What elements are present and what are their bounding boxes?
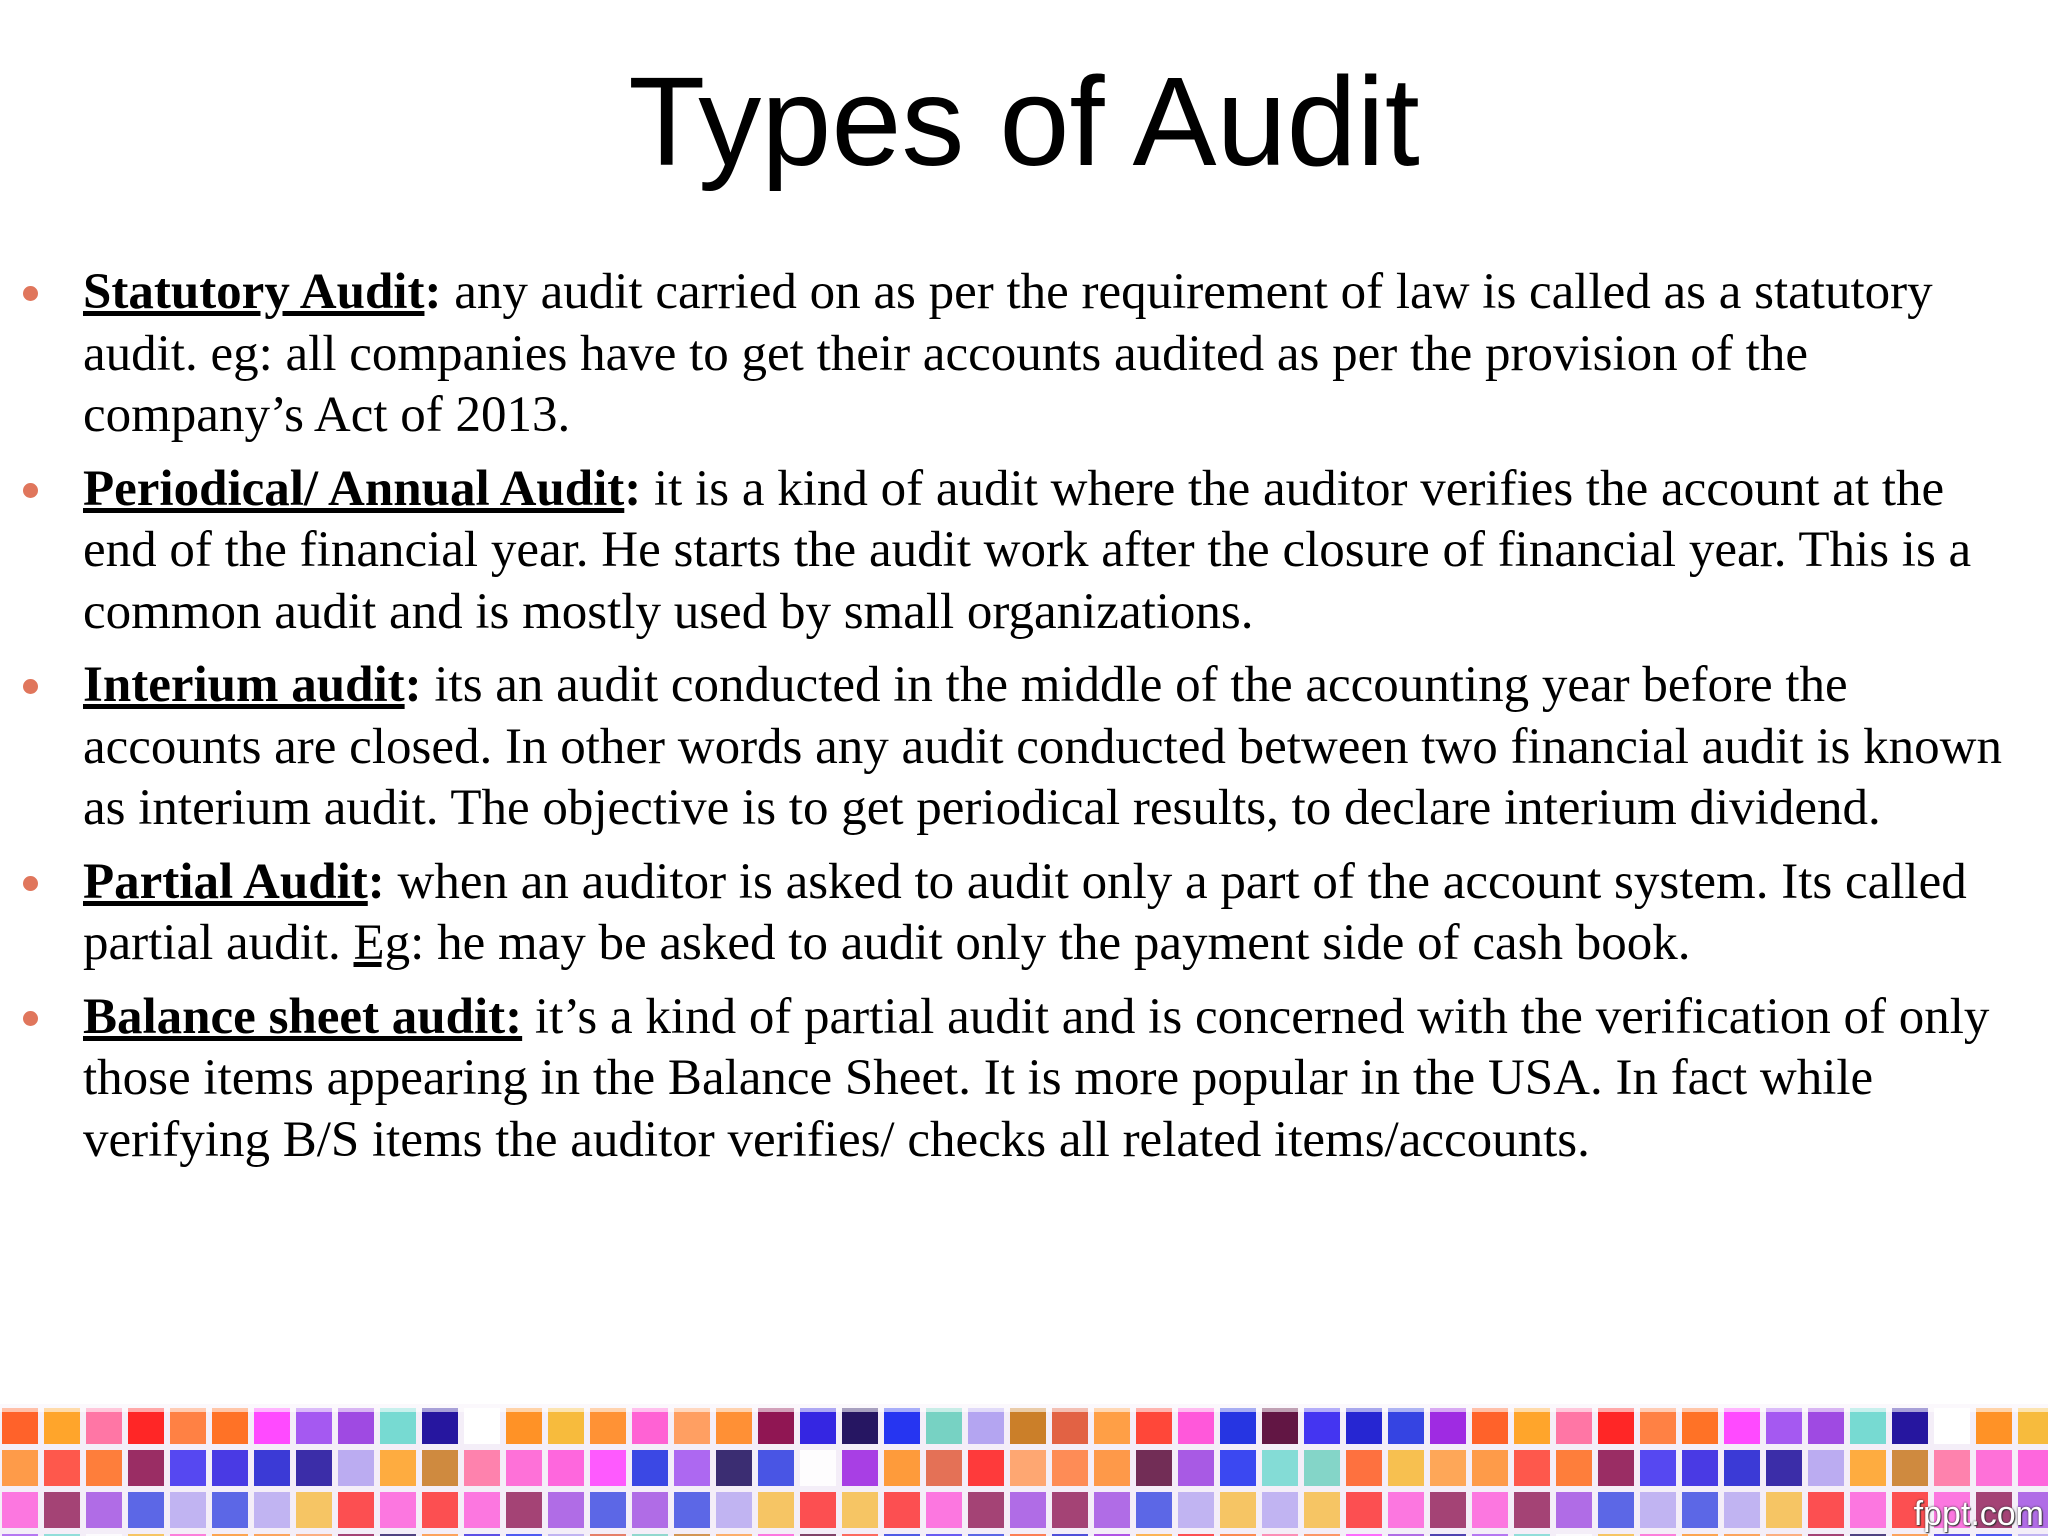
color-tile — [632, 1408, 668, 1444]
color-tile — [1304, 1492, 1340, 1528]
color-tile — [1388, 1492, 1424, 1528]
bullet-dot-icon — [23, 286, 38, 301]
bullet-item-statutory-audit — [83, 262, 2013, 447]
color-tile — [1052, 1408, 1088, 1444]
color-tile — [968, 1408, 1004, 1444]
color-tile — [2, 1492, 38, 1528]
color-tile — [212, 1450, 248, 1486]
color-tile — [1430, 1492, 1466, 1528]
color-tile — [212, 1492, 248, 1528]
color-tile — [716, 1450, 752, 1486]
color-tile — [842, 1450, 878, 1486]
bullet-list — [0, 262, 2048, 1183]
color-tile — [548, 1450, 584, 1486]
color-tile — [2018, 1408, 2048, 1444]
color-tile — [212, 1408, 248, 1444]
color-tile — [1472, 1408, 1508, 1444]
color-tile — [1766, 1408, 1802, 1444]
color-tile — [1934, 1450, 1970, 1486]
color-tile — [884, 1450, 920, 1486]
color-tile — [170, 1492, 206, 1528]
color-tile — [590, 1408, 626, 1444]
bullet-term-colon: : — [624, 460, 642, 517]
color-tile — [1766, 1450, 1802, 1486]
color-tile — [1514, 1492, 1550, 1528]
color-tile — [422, 1408, 458, 1444]
color-tile — [128, 1450, 164, 1486]
color-tile — [1724, 1450, 1760, 1486]
color-tile — [1178, 1450, 1214, 1486]
color-tile — [1976, 1408, 2012, 1444]
color-tile — [128, 1408, 164, 1444]
color-tile — [968, 1450, 1004, 1486]
bullet-text: it’s a kind of partial audit and is concerned with the verification of only those items appearing in the Balance Sheet. It is more popular in the USA. In fact while verifying B/S items the auditor verifies/ checks all related items/accounts. — [83, 988, 1990, 1168]
color-tile — [338, 1450, 374, 1486]
color-tile — [1724, 1408, 1760, 1444]
color-tile — [884, 1408, 920, 1444]
color-tile — [1430, 1450, 1466, 1486]
bullet-item-interium-audit — [83, 655, 2013, 840]
bullet-item-balance-sheet-audit — [83, 987, 2013, 1172]
color-tile — [1346, 1492, 1382, 1528]
color-tile — [842, 1408, 878, 1444]
color-tile — [1094, 1408, 1130, 1444]
bullet-term-colon: : — [424, 264, 442, 320]
color-tile — [1598, 1492, 1634, 1528]
color-tile — [86, 1492, 122, 1528]
color-tile — [1976, 1450, 2012, 1486]
color-tile — [1388, 1450, 1424, 1486]
color-tile — [338, 1408, 374, 1444]
color-tile — [1598, 1450, 1634, 1486]
color-tile — [632, 1450, 668, 1486]
color-tile — [548, 1492, 584, 1528]
bullet-term: Statutory Audit — [83, 264, 425, 320]
color-tile — [800, 1408, 836, 1444]
bullet-text-continued: : he may be asked to audit only the payment side of cash book. — [410, 915, 1691, 971]
footer-color-tiles — [0, 1404, 2048, 1536]
color-tile — [170, 1450, 206, 1486]
color-tile — [1766, 1492, 1802, 1528]
color-tile — [548, 1408, 584, 1444]
color-tile — [1388, 1408, 1424, 1444]
slide-title: Types of Audit — [628, 51, 1420, 192]
color-tile — [1220, 1492, 1256, 1528]
color-tile — [1346, 1408, 1382, 1444]
color-tile — [1010, 1492, 1046, 1528]
color-tile — [380, 1450, 416, 1486]
color-tile — [506, 1450, 542, 1486]
color-tile — [2, 1408, 38, 1444]
color-tile — [296, 1450, 332, 1486]
color-tile — [1640, 1492, 1676, 1528]
color-tile — [1220, 1450, 1256, 1486]
color-tile — [926, 1408, 962, 1444]
color-tile — [1304, 1408, 1340, 1444]
color-tile — [128, 1492, 164, 1528]
color-tile — [1640, 1450, 1676, 1486]
color-tile — [1850, 1408, 1886, 1444]
color-tile — [1598, 1408, 1634, 1444]
color-tile — [1808, 1408, 1844, 1444]
color-tile — [380, 1408, 416, 1444]
color-tile — [1136, 1408, 1172, 1444]
color-tile — [968, 1492, 1004, 1528]
color-tile — [380, 1492, 416, 1528]
color-tile — [44, 1450, 80, 1486]
color-tile — [1136, 1450, 1172, 1486]
color-tile — [1892, 1408, 1928, 1444]
bullet-dot-icon — [23, 1011, 38, 1026]
color-tile — [1682, 1492, 1718, 1528]
color-tile — [632, 1492, 668, 1528]
color-tile — [1262, 1408, 1298, 1444]
color-tile — [1262, 1450, 1298, 1486]
color-tile — [1808, 1492, 1844, 1528]
bullet-text: it is a kind of audit where the auditor verifies the account at the end of the financial year. He starts the audit work after the closure of financial year. This is a common audit and is mostly used by small organizations. — [83, 460, 1972, 640]
color-tile — [506, 1492, 542, 1528]
color-tile — [758, 1408, 794, 1444]
bullet-term: Periodical/ Annual Audit — [83, 460, 625, 517]
color-tile — [296, 1408, 332, 1444]
color-tile — [758, 1450, 794, 1486]
color-tile — [2018, 1450, 2048, 1486]
color-tile — [1556, 1492, 1592, 1528]
color-tile — [254, 1492, 290, 1528]
color-tile — [1052, 1450, 1088, 1486]
color-tile — [674, 1492, 710, 1528]
bullet-term: Balance sheet audit: — [83, 988, 523, 1045]
bullet-term-colon: : — [404, 657, 422, 713]
color-tile — [926, 1492, 962, 1528]
color-tile — [926, 1450, 962, 1486]
bullet-term-colon: : — [367, 853, 385, 910]
color-tile — [800, 1450, 836, 1486]
color-tile — [716, 1492, 752, 1528]
color-tile — [1850, 1450, 1886, 1486]
color-tile — [1430, 1408, 1466, 1444]
color-tile — [44, 1408, 80, 1444]
bullet-term: Partial Audit — [83, 853, 368, 910]
color-tile — [842, 1492, 878, 1528]
color-tile — [464, 1408, 500, 1444]
color-tile — [1178, 1408, 1214, 1444]
color-tile — [1178, 1492, 1214, 1528]
color-tile — [422, 1492, 458, 1528]
color-tile — [1850, 1492, 1886, 1528]
color-tile — [1892, 1450, 1928, 1486]
color-tile — [296, 1492, 332, 1528]
bullet-text: when an auditor is asked to audit only a part of the account system. Its called partial audit. — [83, 853, 1967, 971]
color-tile — [86, 1408, 122, 1444]
color-tile — [506, 1408, 542, 1444]
color-tile — [1304, 1450, 1340, 1486]
bullet-dot-icon — [23, 876, 38, 891]
color-tiles-graphic — [0, 1404, 2048, 1536]
color-tile — [1640, 1408, 1676, 1444]
color-tile — [758, 1492, 794, 1528]
bullet-text: any audit carried on as per the requirement of law is called as a statutory audit. eg: all companies have to get their accounts audited as per the provision of the company’s Act of 2013. — [83, 264, 1933, 443]
color-tile — [590, 1450, 626, 1486]
color-tile — [1262, 1492, 1298, 1528]
color-tile — [1094, 1492, 1130, 1528]
color-tile — [1514, 1450, 1550, 1486]
bullet-item-periodical-annual-audit — [83, 459, 2013, 644]
color-tile — [716, 1408, 752, 1444]
bullet-item-partial-audit — [83, 852, 2013, 975]
bullet-dot-icon — [23, 679, 38, 694]
color-tile — [1724, 1492, 1760, 1528]
bullet-underlined-abbrev: Eg — [353, 915, 411, 971]
color-tile — [254, 1408, 290, 1444]
color-tile — [884, 1492, 920, 1528]
color-tile — [464, 1492, 500, 1528]
color-tile — [1136, 1492, 1172, 1528]
color-tile — [422, 1450, 458, 1486]
color-tile — [590, 1492, 626, 1528]
bullet-dot-icon — [23, 483, 38, 498]
color-tile — [1472, 1450, 1508, 1486]
color-tile — [2, 1450, 38, 1486]
color-tile — [674, 1408, 710, 1444]
color-tile — [1556, 1408, 1592, 1444]
bullet-text: its an audit conducted in the middle of the accounting year before the accounts are closed. In other words any audit conducted between two financial audit is known as interium audit. The objective is to get periodical results, to declare interium dividend. — [83, 657, 2002, 836]
color-tile — [1682, 1408, 1718, 1444]
color-tile — [1094, 1450, 1130, 1486]
brand-watermark: fppt.com — [1913, 1495, 2044, 1533]
color-tile — [1682, 1450, 1718, 1486]
color-tile — [800, 1492, 836, 1528]
color-tile — [1010, 1450, 1046, 1486]
color-tile — [1472, 1492, 1508, 1528]
color-tile — [338, 1492, 374, 1528]
color-tile — [674, 1450, 710, 1486]
color-tile — [1808, 1450, 1844, 1486]
color-tile — [170, 1408, 206, 1444]
color-tile — [1346, 1450, 1382, 1486]
color-tile — [1514, 1408, 1550, 1444]
color-tile — [86, 1450, 122, 1486]
bullet-term: Interium audit — [83, 657, 405, 713]
color-tile — [44, 1492, 80, 1528]
color-tile — [254, 1450, 290, 1486]
color-tile — [464, 1450, 500, 1486]
color-tile — [1052, 1492, 1088, 1528]
color-tile — [1556, 1450, 1592, 1486]
color-tile — [1220, 1408, 1256, 1444]
color-tile — [1010, 1408, 1046, 1444]
color-tile — [1934, 1408, 1970, 1444]
